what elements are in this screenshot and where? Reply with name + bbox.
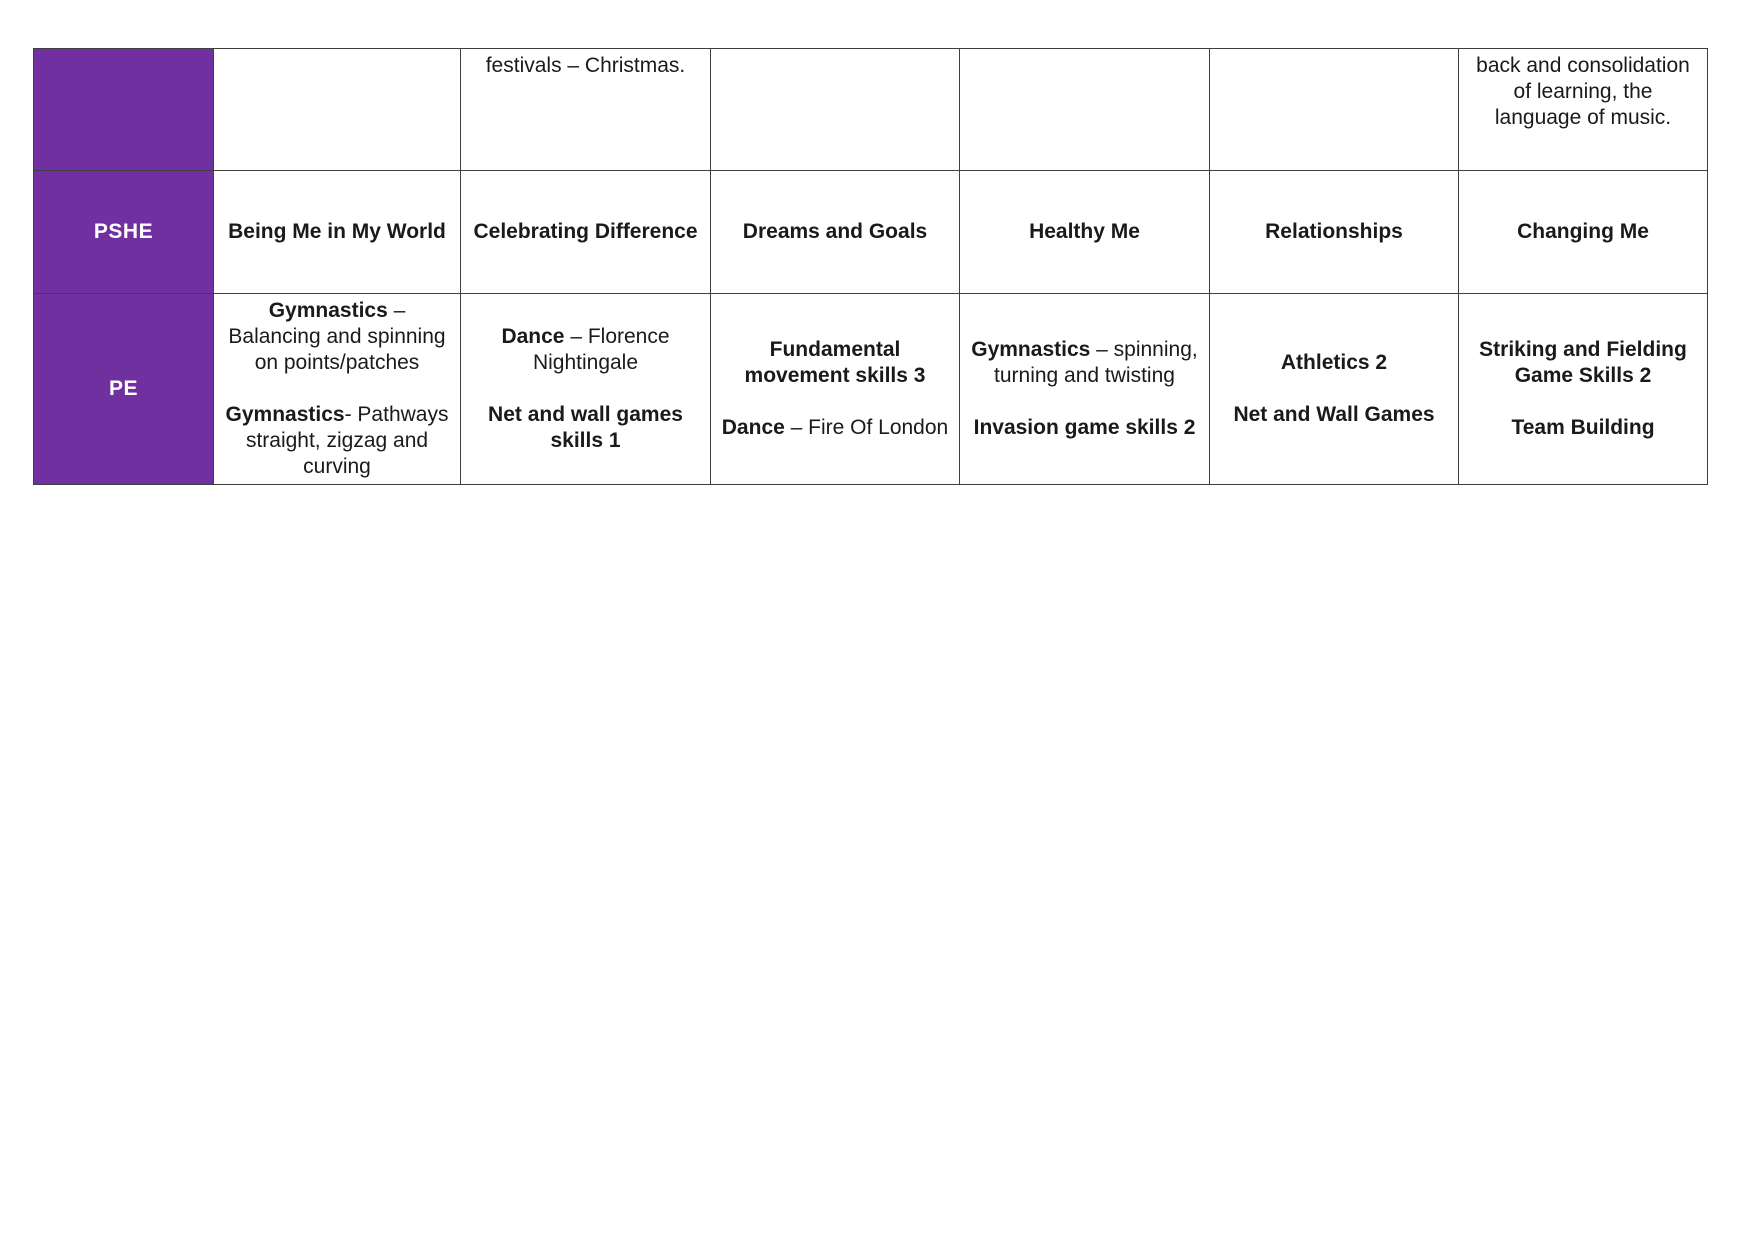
cell-paragraph	[1220, 219, 1448, 245]
cell-paragraph	[224, 298, 450, 376]
cell-text-bold: Striking and Fielding Game Skills 2	[1479, 338, 1687, 387]
cell-pe-row-c6	[1459, 294, 1708, 485]
cell-text-bold: Fundamental movement skills 3	[744, 338, 926, 387]
cell-text: festivals – Christmas.	[485, 54, 686, 77]
cell-pshe-row-c4	[960, 171, 1210, 294]
cell-text-bold: Celebrating Difference	[473, 220, 698, 243]
cell-text-bold: Invasion game skills 2	[973, 416, 1196, 439]
cell-text-bold: Relationships	[1265, 220, 1403, 243]
continued-row	[34, 49, 1708, 171]
cell-pshe-row-c1	[214, 171, 461, 294]
curriculum-table-wrapper	[33, 48, 1708, 485]
cell-paragraph	[721, 415, 949, 441]
cell-continued-row-c3	[711, 49, 960, 171]
cell-paragraph	[970, 337, 1199, 389]
cell-text-bold: Being Me in My World	[228, 220, 446, 243]
cell-text: - Pathways straight, zigzag and curving	[245, 403, 449, 478]
cell-text: back and consolidation of learning, the language of music.	[1476, 54, 1690, 129]
pe-row	[34, 294, 1708, 485]
cell-text-bold: Net and wall games skills 1	[488, 403, 683, 452]
curriculum-table	[33, 48, 1708, 485]
cell-pshe-row-c6	[1459, 171, 1708, 294]
cell-text-bold: Dreams and Goals	[742, 220, 928, 243]
cell-text: – Florence Nightingale	[532, 325, 670, 374]
cell-pe-row-c3	[711, 294, 960, 485]
cell-text-bold: Healthy Me	[1029, 220, 1140, 243]
cell-continued-row-c2	[461, 49, 711, 171]
cell-text-bold: Athletics 2	[1280, 351, 1388, 374]
cell-pe-row-c1	[214, 294, 461, 485]
cell-pe-row-c2	[461, 294, 711, 485]
cell-pe-row-c5	[1210, 294, 1459, 485]
cell-text-bold: Team Building	[1511, 416, 1655, 439]
cell-pshe-row-c5	[1210, 171, 1459, 294]
cell-paragraph	[224, 402, 450, 480]
cell-paragraph	[721, 219, 949, 245]
cell-continued-row-c6	[1459, 49, 1708, 171]
cell-blank-line	[1469, 389, 1697, 415]
cell-blank-line	[721, 389, 949, 415]
cell-blank-line	[970, 389, 1199, 415]
table-body	[34, 49, 1708, 485]
cell-paragraph	[1220, 402, 1448, 428]
cell-paragraph	[1469, 219, 1697, 245]
cell-text-bold: Changing Me	[1517, 220, 1649, 243]
cell-text: – Fire Of London	[784, 416, 949, 439]
cell-continued-row-c5	[1210, 49, 1459, 171]
cell-pshe-row-c3	[711, 171, 960, 294]
pshe-row	[34, 171, 1708, 294]
cell-paragraph	[471, 402, 700, 454]
cell-text-bold: Dance	[721, 416, 785, 439]
cell-text: – spinning, turning and twisting	[994, 338, 1198, 387]
cell-continued-row-c1	[214, 49, 461, 171]
cell-paragraph	[471, 324, 700, 376]
cell-paragraph	[970, 219, 1199, 245]
cell-blank-line	[224, 376, 450, 402]
cell-text-bold: Gymnastics	[971, 338, 1091, 361]
row-header-pe: PE	[34, 294, 214, 485]
cell-continued-row-c4	[960, 49, 1210, 171]
cell-text: – Balancing and spinning on points/patches	[228, 299, 446, 374]
cell-paragraph	[471, 53, 700, 79]
cell-paragraph	[970, 415, 1199, 441]
row-header-blank	[34, 49, 214, 171]
cell-text-bold: Gymnastics	[225, 403, 345, 426]
row-header-pshe: PSHE	[34, 171, 214, 294]
cell-paragraph	[1220, 350, 1448, 376]
cell-paragraph	[721, 337, 949, 389]
cell-paragraph	[1469, 337, 1697, 389]
cell-paragraph	[1469, 415, 1697, 441]
cell-pshe-row-c2	[461, 171, 711, 294]
cell-pe-row-c4	[960, 294, 1210, 485]
cell-paragraph	[224, 219, 450, 245]
cell-paragraph	[471, 219, 700, 245]
cell-text-bold: Gymnastics	[268, 299, 388, 322]
cell-text-bold: Net and Wall Games	[1233, 403, 1435, 426]
cell-blank-line	[1220, 376, 1448, 402]
cell-paragraph	[1469, 53, 1697, 131]
cell-text-bold: Dance	[501, 325, 565, 348]
cell-blank-line	[471, 376, 700, 402]
